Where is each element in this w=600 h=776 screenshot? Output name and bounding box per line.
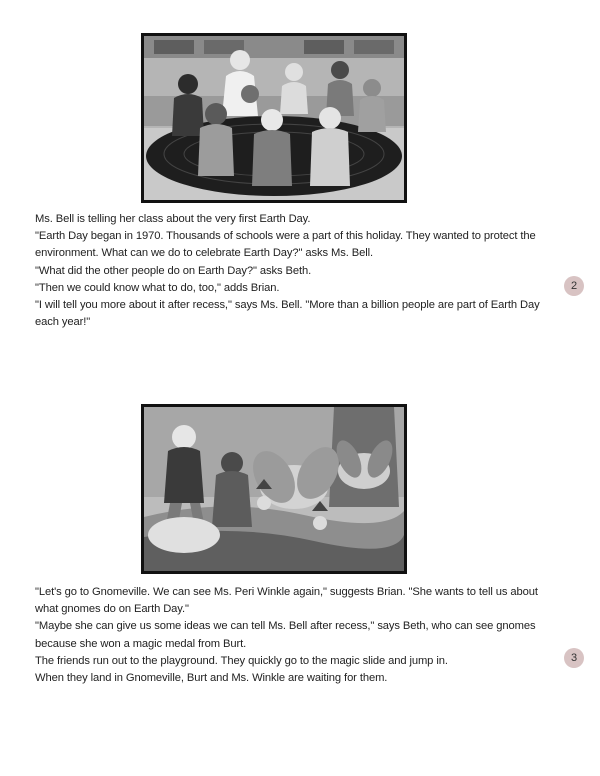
story-line: "Then we could know what to do, too," adds Brian. [35, 281, 280, 294]
page-number-badge: 2 [564, 276, 584, 296]
story-page-2 [35, 211, 560, 331]
story-line: "Let's go to Gnomeville. We can see Ms. Peri Winkle again," suggests Brian. "She wants to tell us about what gnomes do on Earth Day." [35, 586, 538, 616]
story-page-3 [35, 584, 560, 687]
gnomeville-scene [144, 407, 404, 571]
story-line: Ms. Bell is telling her class about the very first Earth Day. [35, 213, 311, 225]
story-line: When they land in Gnomeville, Burt and Ms. Winkle are waiting for them. [35, 672, 388, 685]
gnomeville-illustration [141, 404, 407, 574]
story-line: The friends run out to the playground. They quickly go to the magic slide and jump in. [35, 654, 448, 667]
story-line: "I will tell you more about it after recess," says Ms. Bell. "More than a billion people are part of Earth Day each year!" [35, 299, 540, 329]
story-line: "What did the other people do on Earth Day?" asks Beth. [35, 264, 312, 277]
story-line: "Maybe she can give us some ideas we can tell Ms. Bell after recess," says Beth, who can see gnomes because she won a magic medal from Burt. [35, 620, 536, 650]
story-line: "Earth Day began in 1970. Thousands of schools were a part of this holiday. They wanted to protect the environment. What can we do to celebrate Earth Day?" asks Ms. Bell. [35, 230, 536, 260]
page-number-badge: 3 [564, 648, 584, 668]
classroom-scene [144, 36, 404, 200]
classroom-illustration [141, 33, 407, 203]
